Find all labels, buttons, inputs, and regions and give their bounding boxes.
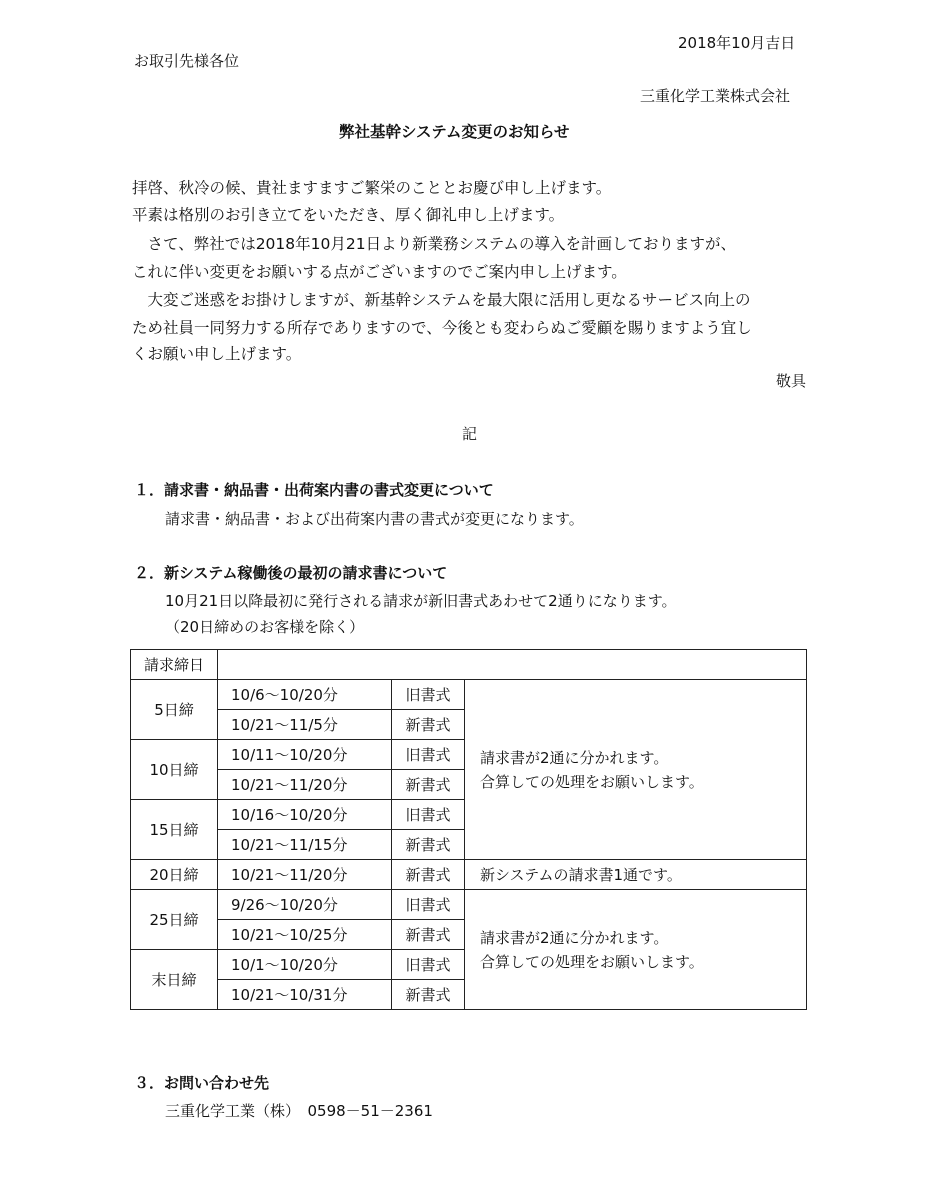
period-cell: 10/21～10/25分 [218,920,392,950]
note-line: 合算しての処理をお願いします。 [480,772,704,791]
section-text: 10月21日以降最初に発行される請求が新旧書式あわせて2通りになります。 [165,592,677,610]
body-line: ため社員一同努力する所存でありますので、今後とも変わらぬご愛顧を賜りますよう宜し [132,319,752,337]
table-row [131,680,807,710]
table-header-row [131,650,807,680]
table-row [131,890,807,920]
note-cell [465,680,807,860]
period-cell: 10/21～10/31分 [218,980,392,1010]
body-line: 大変ご迷惑をお掛けしますが、新基幹システムを最大限に活用し更なるサービス向上の [132,291,751,309]
format-cell: 旧書式 [392,680,465,710]
section-heading: １．請求書・納品書・出荷案内書の書式変更について [134,481,494,499]
period-cell: 10/11～10/20分 [218,740,392,770]
period-cell: 9/26～10/20分 [218,890,392,920]
period-cell: 10/21～11/5分 [218,710,392,740]
section-heading: ２．新システム稼働後の最初の請求書について [134,564,448,582]
body-line: 平素は格別のお引き立てをいただき、厚く御礼申し上げます。 [132,206,565,224]
table-header-cell: 請求締日 [131,650,218,680]
section-text: 請求書・納品書・および出荷案内書の書式が変更になります。 [165,510,584,528]
period-cell: 10/16～10/20分 [218,800,392,830]
format-cell: 旧書式 [392,800,465,830]
format-cell: 新書式 [392,830,465,860]
note-cell [465,890,807,1010]
format-cell: 旧書式 [392,890,465,920]
format-cell: 新書式 [392,920,465,950]
body-line: 拝啓、秋冷の候、貴社ますますご繁栄のこととお慶び申し上げます。 [132,179,612,197]
note-line: 請求書が2通に分かれます。 [480,928,669,947]
format-cell: 旧書式 [392,740,465,770]
body-line: さて、弊社では2018年10月21日より新業務システムの導入を計画しておりますが、 [132,235,737,253]
closing-day-cell: 15日締 [131,800,218,860]
closing-day-cell: 末日締 [131,950,218,1010]
period-cell: 10/21～11/20分 [218,860,392,890]
period-cell: 10/21～11/20分 [218,770,392,800]
section-heading: ３．お問い合わせ先 [134,1074,270,1092]
format-cell: 新書式 [392,860,465,890]
document-date: 2018年10月吉日 [678,34,796,52]
body-line: これに伴い変更をお願いする点がございますのでご案内申し上げます。 [132,263,627,281]
note-line: 請求書が2通に分かれます。 [480,748,669,767]
closing-day-cell: 5日締 [131,680,218,740]
recipient-line: お取引先様各位 [134,52,240,70]
format-cell: 新書式 [392,980,465,1010]
format-cell: 新書式 [392,710,465,740]
document-title: 弊社基幹システム変更のお知らせ [339,123,570,141]
table-header-empty [218,650,807,680]
section-text: （20日締めのお客様を除く） [165,618,365,636]
note-cell: 新システムの請求書1通です。 [465,860,807,890]
period-cell: 10/6～10/20分 [218,680,392,710]
closing-keigu: 敬具 [776,372,807,390]
billing-schedule-table [130,649,807,1010]
period-cell: 10/21～11/15分 [218,830,392,860]
sender-company: 三重化学工業株式会社 [640,87,791,105]
format-cell: 新書式 [392,770,465,800]
format-cell: 旧書式 [392,950,465,980]
contact-line: 三重化学工業（株） 0598－51－2361 [165,1102,433,1120]
ki-marker: 記 [462,425,478,443]
table-row [131,860,807,890]
closing-day-cell: 20日締 [131,860,218,890]
period-cell: 10/1～10/20分 [218,950,392,980]
closing-day-cell: 25日締 [131,890,218,950]
note-line: 合算しての処理をお願いします。 [480,952,704,971]
body-line: くお願い申し上げます。 [132,345,302,363]
closing-day-cell: 10日締 [131,740,218,800]
